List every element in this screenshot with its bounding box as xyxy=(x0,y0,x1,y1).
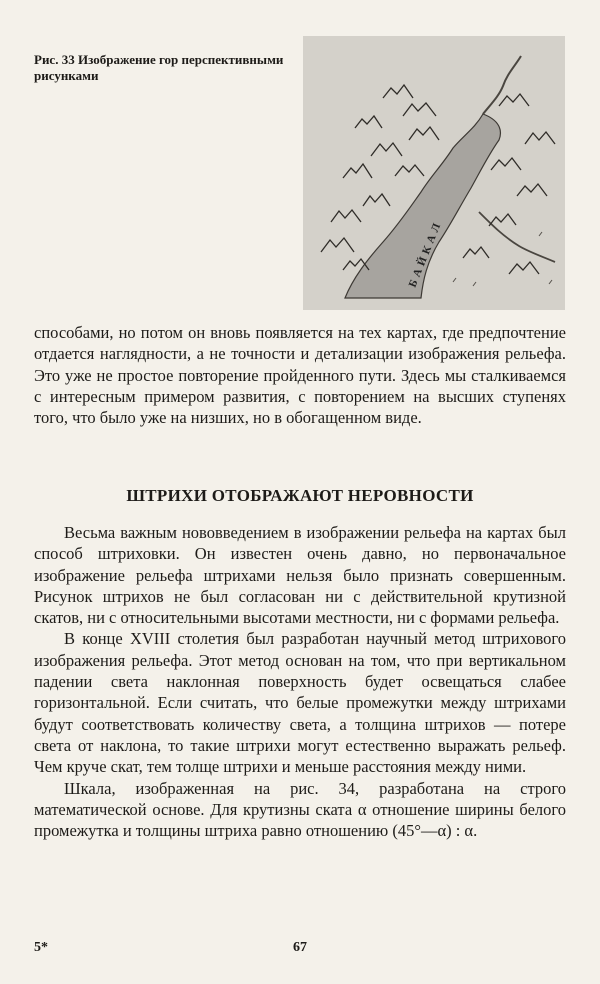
hatch-3 xyxy=(539,232,542,236)
paragraph: Шкала, изображенная на рис. 34, разработана на строго математической основе. Для крутизны ската α отношение ширины белого промежутка и толщины штриха равно отношению (45°—α) : α. xyxy=(34,778,566,841)
mountain-10 xyxy=(321,238,354,252)
mountain-5 xyxy=(371,143,402,156)
mountain-3 xyxy=(355,116,382,128)
mountain-13 xyxy=(525,132,555,144)
paragraph: способами, но потом он вновь появляется на тех картах, где предпочтение отдается наглядности, а не точности и детализации изображения рельефа. Это уже не простое повторение пройденного пути. Здесь мы сталкиваемся с интересным примером развития, с повторением на высших ступенях того, что было уже на низших, но в обогащенном виде. xyxy=(34,323,566,428)
figure-caption: Рис. 33 Изображение гор перспективными рисунками xyxy=(34,52,284,83)
mountain-9 xyxy=(331,210,361,222)
hatch-2 xyxy=(473,282,476,286)
mountain-17 xyxy=(509,262,539,274)
hatch-1 xyxy=(453,278,456,282)
lake-label: БАЙКАЛ xyxy=(406,218,445,290)
mountain-8 xyxy=(363,194,390,206)
paragraph-continuation xyxy=(34,322,566,428)
hatch-4 xyxy=(549,280,552,284)
signature-mark: 5* xyxy=(34,940,48,955)
mountain-14 xyxy=(491,158,521,170)
section-heading: ШТРИХИ ОТОБРАЖАЮТ НЕРОВНОСТИ xyxy=(126,486,474,505)
mountain-12 xyxy=(499,94,529,106)
section-body xyxy=(34,522,566,841)
mountain-7 xyxy=(395,165,424,176)
mountain-2 xyxy=(403,103,436,116)
mountain-16 xyxy=(489,214,516,226)
river-outflow xyxy=(479,212,555,262)
page-number: 67 xyxy=(293,940,307,955)
figure-mountains-illustration xyxy=(303,36,565,310)
mountain-1 xyxy=(383,85,413,98)
mountain-6 xyxy=(343,164,372,178)
paragraph: В конце XVIII столетия был разработан научный метод штрихового изображения рельефа. Этот метод основан на том, что при вертикальном падении света наклонная поверхность будет освещаться слабее горизонтальной. Если считать, что белые промежутки между штрихами будут соответствовать количеству света, а толщина штрихов — потере света от наклона, то такие штрихи могут естественно выражать рельеф. Чем круче скат, тем толще штрихи и меньше расстояния между ними. xyxy=(34,629,566,777)
mountains-drawing xyxy=(303,36,565,310)
paragraph: Весьма важным нововведением в изображении рельефа на картах был способ штриховки. Он известен очень давно, но первоначальное изображение рельефа штрихами нельзя было признать совершенным. Рисунок штрихов не был согласован ни с действительной крутизной скатов, ни с относительными высотами местности, ни с формами рельефа. xyxy=(34,523,566,628)
mountain-18 xyxy=(463,247,489,258)
mountain-4 xyxy=(409,127,439,140)
river-inflow xyxy=(483,56,521,114)
mountain-15 xyxy=(517,184,547,196)
